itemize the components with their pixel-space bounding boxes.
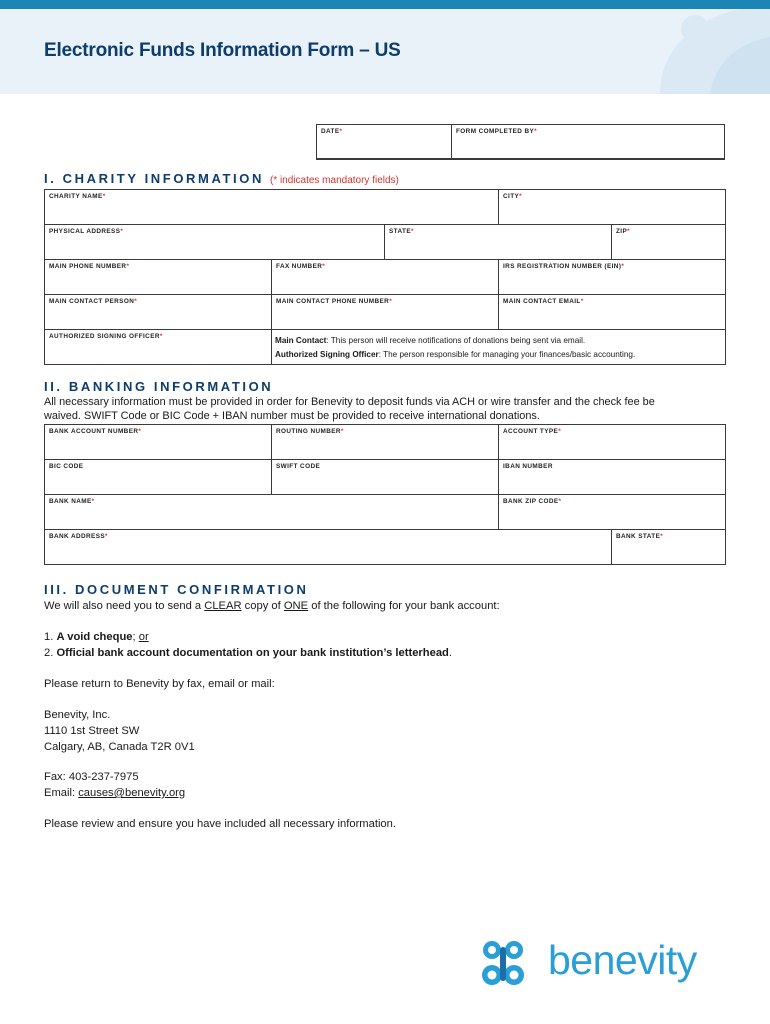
account-type-field[interactable]: ACCOUNT TYPE* [499,425,725,460]
form-title: Electronic Funds Information Form – US [44,40,401,61]
banking-intro-line-1: All necessary information must be provided in order for Benevity to deposit funds via ACH or wire transfer and the check fee be [44,396,655,408]
date-field[interactable]: DATE* [317,125,452,159]
top-fields-grid [316,124,725,160]
swift-code-field[interactable]: SWIFT CODE [272,460,499,495]
mandatory-note: (* indicates mandatory fields) [269,175,399,186]
contact-role-notes [275,334,725,362]
document-option-1: 1. A void cheque; or [44,631,149,643]
section-document-heading: III. DOCUMENT CONFIRMATION [44,582,309,597]
bank-state-field[interactable]: BANK STATE* [616,533,664,540]
banking-info-grid [44,424,726,565]
irs-registration-field[interactable]: IRS REGISTRATION NUMBER (EIN)* [499,260,725,295]
physical-address-field[interactable]: PHYSICAL ADDRESS* [45,225,385,260]
form-completed-by-field[interactable]: FORM COMPLETED BY* [452,125,724,159]
benevity-logo [480,935,725,995]
top-accent-bar [0,0,770,9]
street-address: 1110 1st Street SW [44,725,140,737]
email-link[interactable]: causes@benevity.org [78,787,186,799]
fax-field[interactable]: FAX NUMBER* [272,260,499,295]
city-field[interactable]: CITY* [499,190,725,225]
document-option-2: 2. Official bank account documentation on your bank institution’s letterhead. [44,647,452,659]
fax-number: Fax: 403-237-7975 [44,771,139,783]
company-name: Benevity, Inc. [44,709,111,721]
benevity-wordmark: benevity [548,937,697,983]
banking-intro-line-2: waived. SWIFT Code or BIC Code + IBAN number must be provided to receive international donations. [44,410,540,422]
bic-code-field[interactable]: BIC CODE [45,460,272,495]
bank-zip-code-field[interactable]: BANK ZIP CODE* [499,495,725,530]
routing-number-field[interactable]: ROUTING NUMBER* [272,425,499,460]
section-charity-heading: I. CHARITY INFORMATION (* indicates mandatory fields) [44,171,399,186]
zip-field[interactable]: ZIP* [612,225,725,260]
state-field[interactable]: STATE* [385,225,612,260]
charity-info-grid [44,189,726,365]
return-instructions: Please return to Benevity by fax, email or mail: [44,678,275,690]
benevity-butterfly-icon [480,937,532,991]
bank-account-number-field[interactable]: BANK ACCOUNT NUMBER* [45,425,272,460]
signing-officer-field[interactable]: AUTHORIZED SIGNING OFFICER* [45,330,272,364]
review-reminder: Please review and ensure you have included all necessary information. [44,818,396,830]
main-contact-email-field[interactable]: MAIN CONTACT EMAIL* [499,295,725,330]
main-contact-person-field[interactable]: MAIN CONTACT PERSON* [45,295,272,330]
bank-name-field[interactable]: BANK NAME* [45,495,499,530]
document-intro: We will also need you to send a CLEAR copy of ONE of the following for your bank account: [44,600,500,612]
city-address: Calgary, AB, Canada T2R 0V1 [44,741,195,753]
section-banking-heading: II. BANKING INFORMATION [44,379,274,394]
header-decoration-icon [510,9,770,94]
iban-number-field[interactable]: IBAN NUMBER [499,460,725,495]
signing-officer-note: Authorized Signing Officer: The person responsible for managing your finances/basic accounting. [275,350,636,359]
main-phone-field[interactable]: MAIN PHONE NUMBER* [45,260,272,295]
main-contact-phone-field[interactable]: MAIN CONTACT PHONE NUMBER* [272,295,499,330]
email-line: Email: causes@benevity.org [44,787,186,799]
charity-name-field[interactable]: CHARITY NAME* [45,190,499,225]
main-contact-note: Main Contact: This person will receive notifications of donations being sent via email. [275,336,586,345]
bank-address-field[interactable]: BANK ADDRESS* [45,530,612,564]
